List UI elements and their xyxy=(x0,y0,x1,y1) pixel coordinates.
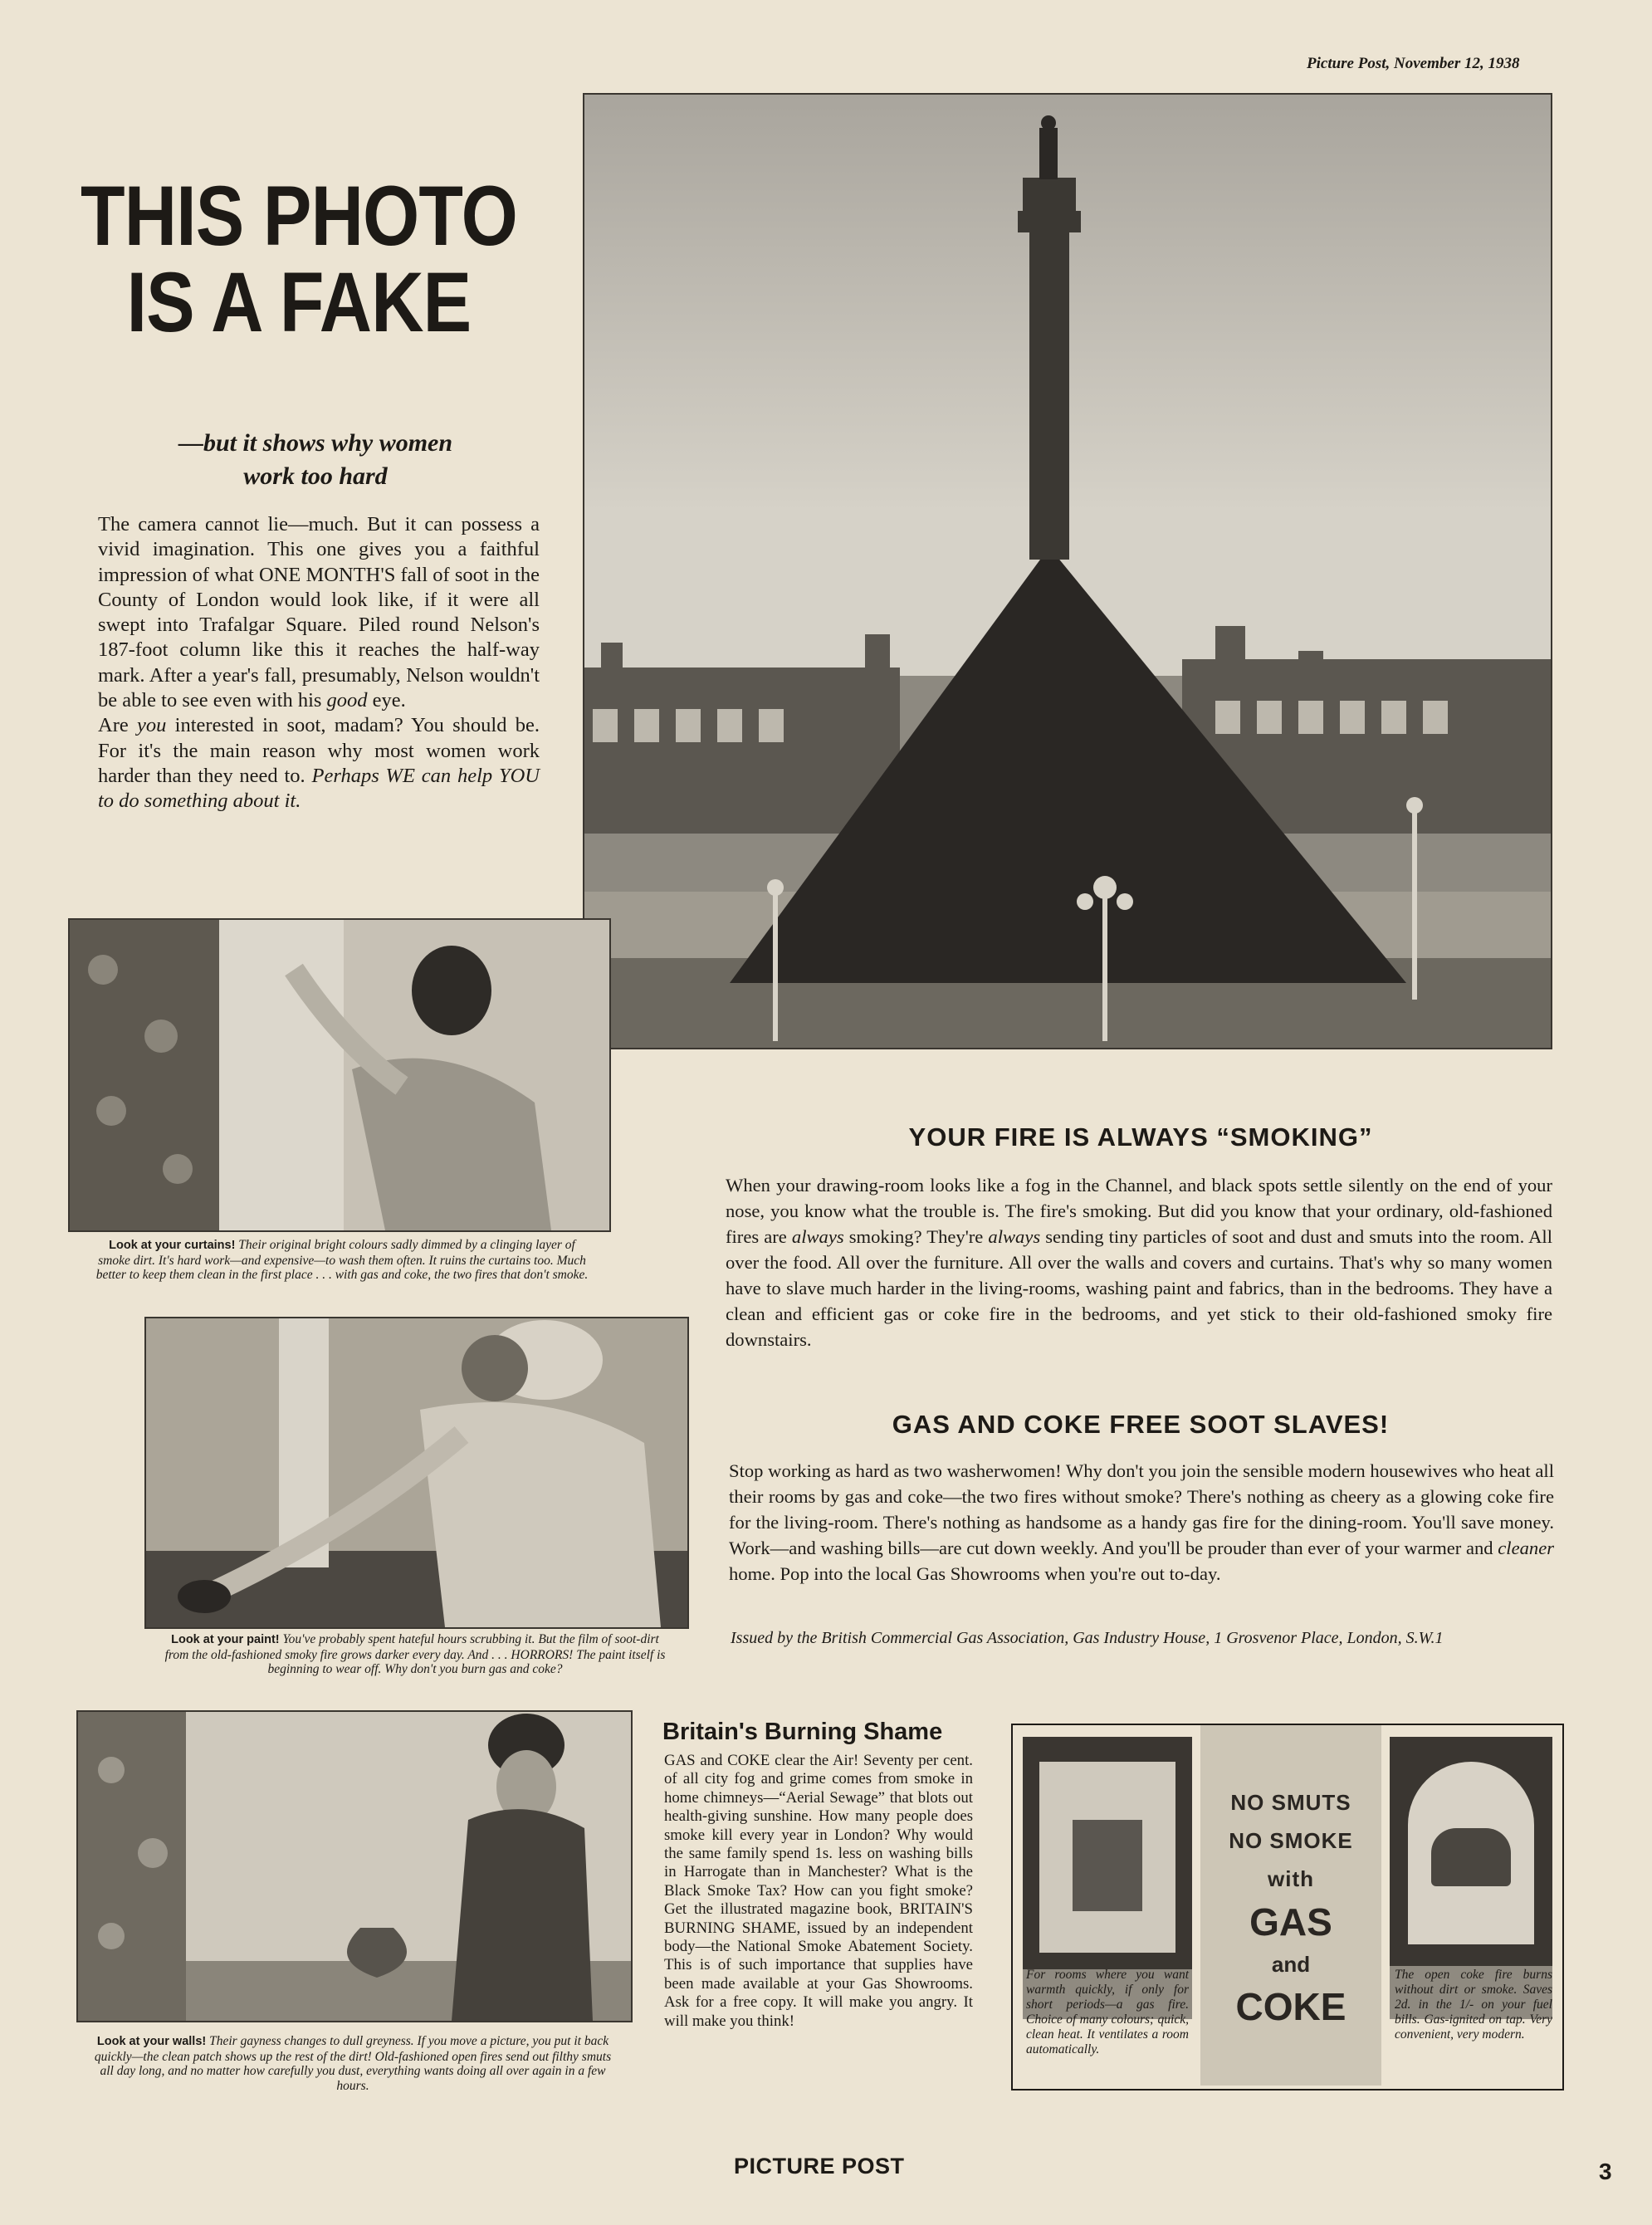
paint-illustration xyxy=(146,1318,687,1627)
subheadline xyxy=(91,427,540,493)
ad-slogan-line-1: NO SMUTS xyxy=(1230,1790,1351,1815)
lead-paragraph-1: The camera cannot lie—much. But it can possess a vivid imagination. This one gives you a faithful impression of what ONE MONTH'S fall of soot in the County of London would look like, if it were all swept into Trafalgar Square. Piled round Nelson's 187-foot column like this it reaches the half-way mark. After a year's fall, presumably, Nelson wouldn't be able to see even with his good eye. xyxy=(98,513,540,712)
trafalgar-illustration xyxy=(584,95,1551,1048)
lead-paragraph-2: Are you interested in soot, madam? You should be. For it's the main reason why most women work harder than they need to. Perhaps WE can help YOU to do something about it. xyxy=(98,714,540,813)
main-headline xyxy=(71,169,527,350)
paint-caption: Look at your paint! You've probably spent hateful hours scrubbing it. But the film of soot-dirt from the old-fashioned smoky fire grows darker every day. And . . . HORRORS! The paint itself is beginning to wear off. Why don't you burn gas and coke? xyxy=(164,1632,666,1676)
walls-photo xyxy=(76,1710,633,2022)
curtains-illustration xyxy=(70,920,609,1230)
headline-line-2: IS A FAKE xyxy=(126,255,472,350)
ad-slogan-line-4: GAS xyxy=(1249,1900,1332,1944)
soot-slaves-text: Stop working as hard as two washerwomen! Why don't you join the sensible modern housewives who heat all their rooms by gas and coke—the two fires without smoke? There's nothing as cheery as a glowing coke fire for the living-room. There's nothing as handsome as a handy gas fire for the dining-room. You'll save money. Work—and washing bills—are cut down weekly. And you'll be prouder than ever of your warmer and cleaner home. Pop into the local Gas Showrooms when you're out to-day. xyxy=(729,1460,1555,1584)
gas-fire-caption: For rooms where you want warmth quickly, if only for short periods—a gas fire. Choice of many colours; quick, clean heat. It ventilates a room automatically. xyxy=(1026,1968,1189,2056)
issue-date-line: Picture Post, November 12, 1938 xyxy=(1307,55,1520,72)
subhead-line-1: —but it shows why women xyxy=(178,429,453,457)
coke-fire-caption: The open coke fire burns without dirt or smoke. Saves 2d. in the 1/- on your fuel bills. Gas-ignited on tap. Very convenient, very modern. xyxy=(1395,1968,1552,2042)
headline-line-1: THIS PHOTO xyxy=(81,169,517,263)
subhead-line-2: work too hard xyxy=(243,462,388,490)
curtains-caption: Look at your curtains! Their original bright colours sadly dimmed by a clinging layer of smoke dirt. It's hard work—and expensive—to wash them often. It ruins the curtains too. Much better to keep them clean in the first place . . . with gas and coke, the two fires that don't smoke. xyxy=(95,1238,589,1282)
gas-coke-advert xyxy=(1011,1724,1564,2091)
walls-caption: Look at your walls! Their gayness changes to dull greyness. If you move a picture, you put it back quickly—the clean patch shows up the rest of the dirt! Old-fashioned open fires send out filthy smuts all day long, and no matter how carefully you dust, everything wants doing all over again in a few hours. xyxy=(94,2034,612,2093)
walls-illustration xyxy=(78,1712,631,2021)
burning-shame-text: GAS and COKE clear the Air! Seventy per cent. of all city fog and grime comes from smoke in home chimneys—“Aerial Sewage” that blots out health-giving sunshine. How many people does smoke kill every year in London? Why would the same family spend 1s. less on washing bills in Harrogate than in Manchester? What is the Black Smoke Tax? How can you fight smoke? Get the illustrated magazine book, BRITAIN'S BURNING SHAME, issued by an independent body—the National Smoke Abatement Society. This is of such importance that supplies have been made available at your Gas Showrooms. Ask for a free copy. It will make you angry. It will make you think! xyxy=(664,1752,973,2030)
ad-slogan-line-6: COKE xyxy=(1235,1985,1347,2028)
soot-slaves-heading: GAS AND COKE FREE SOOT SLAVES! xyxy=(892,1410,1390,1439)
burning-shame-heading: Britain's Burning Shame xyxy=(662,1719,943,1745)
fire-smoking-text: When your drawing-room looks like a fog in the Channel, and black spots settle silently on the end of your nose, you know what the trouble is. The fire's smoking. But did you know that your ordinary, old-fashioned fires are always smoking? They're always sending tiny particles of soot and dust and smuts into the room. All over the food. All over the furniture. All over the walls and covers and curtains. That's why so many women have to slave much harder in the living-rooms, washing paint and fabrics, than in the bedrooms. They have a clean and efficient gas or coke fire in the bedrooms, and yet stick to their old-fashioned smoky fire downstairs. xyxy=(726,1175,1552,1350)
ad-slogan-line-5: and xyxy=(1271,1952,1311,1977)
ad-slogan-line-3: with xyxy=(1268,1866,1314,1891)
curtains-photo xyxy=(68,918,611,1232)
ad-slogan-line-2: NO SMOKE xyxy=(1229,1828,1353,1853)
paint-photo xyxy=(144,1317,689,1629)
trafalgar-soot-photo xyxy=(583,93,1552,1049)
ad-slogan xyxy=(1200,1725,1381,2086)
issuer-credit: Issued by the British Commercial Gas Association, Gas Industry House, 1 Grosvenor Place, London, S.W.1 xyxy=(731,1629,1444,1647)
lead-body xyxy=(98,512,540,814)
magazine-title-footer: PICTURE POST xyxy=(734,2154,905,2179)
page-number: 3 xyxy=(1599,2159,1612,2184)
fire-smoking-heading: YOUR FIRE IS ALWAYS “SMOKING” xyxy=(908,1122,1373,1152)
